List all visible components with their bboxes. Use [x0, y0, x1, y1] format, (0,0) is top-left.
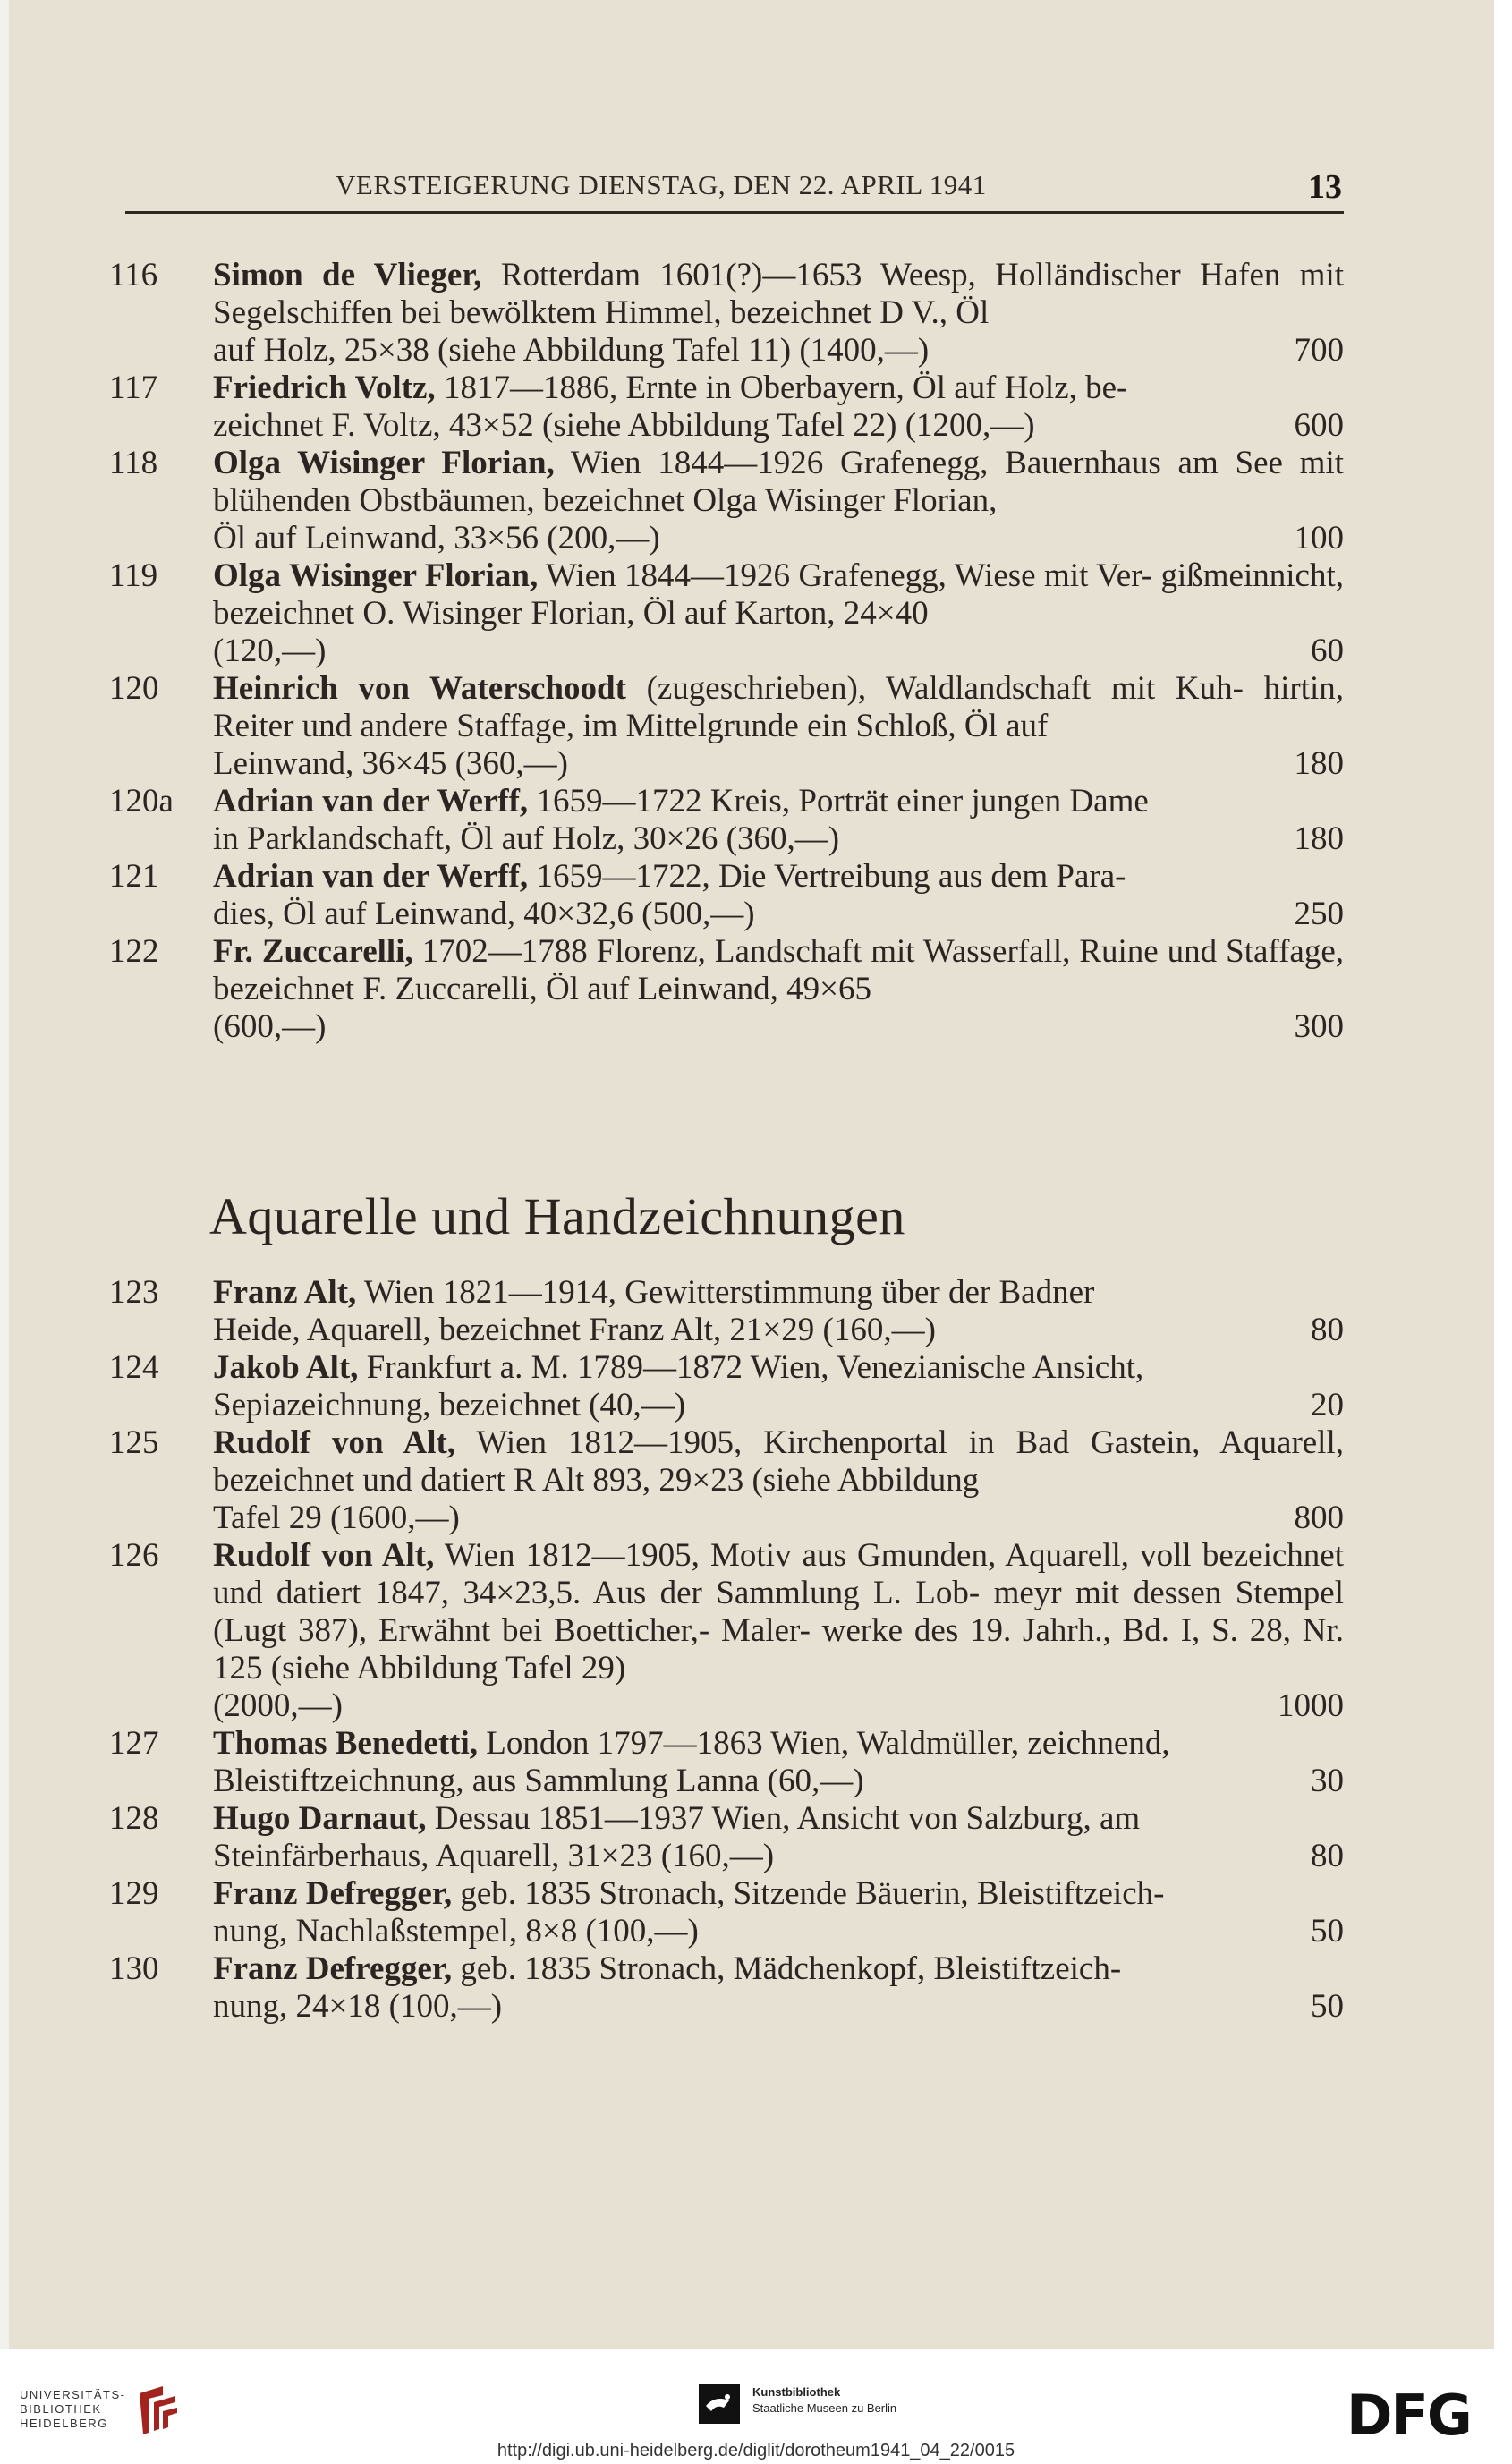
- description-text: zeichnet F. Voltz, 43×52 (siehe Abbildung Tafel 22) (1200,—): [213, 407, 1035, 444]
- lot-entry: [109, 783, 1344, 858]
- price-line: [213, 1913, 1344, 1950]
- heidelberg-emblem-icon: [136, 2384, 181, 2438]
- footer: [0, 2349, 1512, 2464]
- estimate-price: 250: [1294, 896, 1344, 932]
- artist-name: Adrian van der Werff,: [213, 783, 529, 820]
- price-line: [213, 1838, 1344, 1875]
- description-text: gißmeinnicht, bezeichnet O. Wisinger Florian, Öl auf Karton, 24×40: [213, 557, 1344, 632]
- description-text: Wien 1844—1926 Grafenegg, Wiese mit Ver-: [545, 557, 1153, 594]
- lot-entry: [109, 670, 1344, 783]
- description-text: 1702—1788 Florenz, Landschaft mit Wasserfall, Ruine: [421, 933, 1159, 970]
- estimate-price: 300: [1294, 1008, 1344, 1045]
- artist-name: Franz Defregger,: [213, 1875, 453, 1912]
- description-text: Wien 1821—1914, Gewitterstimmung über der Badner: [363, 1274, 1095, 1311]
- description-text: Leinwand, 36×45 (360,—): [213, 745, 568, 782]
- lot-description: [213, 1725, 1344, 1800]
- price-line: [213, 1008, 1344, 1046]
- description-text: nung, 24×18 (100,—): [213, 1988, 503, 2025]
- description-text: Rotterdam 1601(?)—1653 Weesp, Holländischer: [500, 257, 1181, 293]
- artist-name: Adrian van der Werff,: [213, 858, 529, 895]
- price-line: [213, 332, 1344, 370]
- lot-entry: [109, 557, 1344, 670]
- description-text: Dessau 1851—1937 Wien, Ansicht von Salzburg, am: [434, 1800, 1141, 1837]
- page-number: 13: [1308, 168, 1342, 206]
- kunstbibliothek-title: Kunstbibliothek: [752, 2385, 841, 2399]
- lot-description: [213, 783, 1344, 858]
- lot-description: [213, 1424, 1344, 1537]
- description-text: Wien 1844—1926 Grafenegg, Bauernhaus am: [570, 445, 1219, 481]
- lot-number: 130: [109, 1950, 159, 1987]
- running-head: [125, 166, 1342, 212]
- lot-entry: [109, 1800, 1344, 1875]
- artist-name: Franz Defregger,: [213, 1950, 453, 1987]
- lot-description: [213, 257, 1344, 370]
- lot-entry: [109, 1725, 1344, 1800]
- lot-description: [213, 858, 1344, 933]
- lot-description: [213, 1349, 1344, 1424]
- artist-name: Friedrich Voltz,: [213, 370, 436, 406]
- price-line: [213, 896, 1344, 933]
- estimate-price: 30: [1311, 1763, 1344, 1799]
- description-text: geb. 1835 Stronach, Mädchenkopf, Bleistiftzeich-: [460, 1950, 1122, 1987]
- lot-description: [213, 1537, 1344, 1725]
- page-edge: [0, 0, 9, 2349]
- estimate-price: 180: [1294, 820, 1344, 857]
- estimate-price: 600: [1294, 407, 1344, 444]
- running-title: VERSTEIGERUNG DIENSTAG, DEN 22. APRIL 1941: [336, 169, 987, 200]
- description-text: und Staffage, bezeichnet F. Zuccarelli, Öl auf Leinwand, 49×65: [213, 933, 1344, 1007]
- lot-number: 121: [109, 858, 159, 895]
- lot-number: 118: [109, 445, 158, 481]
- description-text: hirtin, Reiter und andere Staffage, im Mittelgrunde ein Schloß, Öl auf: [213, 670, 1345, 744]
- lot-entry: [109, 445, 1344, 557]
- source-url[interactable]: http://digi.ub.uni-heidelberg.de/diglit/dorotheum1941_04_22/0015: [497, 2441, 1015, 2460]
- description-text: London 1797—1863 Wien, Waldmüller, zeichnend,: [486, 1725, 1170, 1762]
- artist-name: Thomas Benedetti,: [213, 1725, 478, 1762]
- estimate-price: 100: [1294, 520, 1344, 557]
- lot-entry: [109, 1875, 1344, 1950]
- lot-description: [213, 1950, 1344, 2026]
- description-text: auf Holz, 25×38 (siehe Abbildung Tafel 11) (1400,—): [213, 332, 930, 369]
- lot-number: 119: [109, 557, 158, 594]
- description-text: werke des 19. Jahrh., Bd. I, S. 28, Nr. 125 (siehe Abbildung Tafel 29): [213, 1612, 1344, 1687]
- estimate-price: 1000: [1278, 1687, 1344, 1724]
- lot-entry: [109, 933, 1344, 1046]
- price-line: [213, 1763, 1344, 1800]
- artist-name: Heinrich von Waterschoodt: [213, 670, 626, 707]
- lot-list-drawings: [109, 1274, 1344, 2026]
- description-text: Wien 1812—1905, Kirchenportal in Bad Gastein,: [476, 1424, 1201, 1461]
- description-text: Öl auf Leinwand, 33×56 (200,—): [213, 520, 660, 557]
- description-text: Bleistiftzeichnung, aus Sammlung Lanna (60,—): [213, 1763, 864, 1799]
- lot-description: [213, 445, 1344, 557]
- description-text: Aquarell, bezeichnet und datiert R Alt 893, 29×23 (siehe Abbildung: [213, 1424, 1344, 1499]
- description-text: (600,—): [213, 1008, 327, 1045]
- lot-entry: [109, 1537, 1344, 1725]
- description-text: Hafen mit Segelschiffen bei bewölktem Himmel, bezeichnet D V., Öl: [213, 257, 1344, 331]
- artist-name: Hugo Darnaut,: [213, 1800, 427, 1837]
- lot-entry: [109, 1424, 1344, 1537]
- lot-number: 129: [109, 1875, 159, 1912]
- description-text: voll bezeichnet und datiert 1847, 34×23,5. Aus der Sammlung L. Lob-: [213, 1537, 1345, 1611]
- lot-entry: [109, 1950, 1344, 2026]
- price-line: [213, 745, 1344, 783]
- lot-description: [213, 1800, 1344, 1875]
- estimate-price: 80: [1311, 1838, 1344, 1874]
- section-heading: Aquarelle und Handzeichnungen: [209, 1187, 905, 1245]
- lot-description: [213, 557, 1344, 670]
- description-text: 1817—1886, Ernte in Oberbayern, Öl auf Holz, be-: [443, 370, 1128, 406]
- lot-number: 123: [109, 1274, 159, 1311]
- lot-entry: [109, 1349, 1344, 1424]
- price-line: [213, 1387, 1344, 1424]
- price-line: [213, 1988, 1344, 2026]
- estimate-price: 180: [1294, 745, 1344, 782]
- description-text: Wien 1812—1905, Motiv aus Gmunden, Aquarell,: [444, 1537, 1129, 1574]
- artist-name: Franz Alt,: [213, 1274, 357, 1311]
- lot-description: [213, 933, 1344, 1046]
- description-text: in Parklandschaft, Öl auf Holz, 30×26 (360,—): [213, 820, 840, 857]
- lot-description: [213, 670, 1344, 783]
- description-text: Sepiazeichnung, bezeichnet (40,—): [213, 1387, 686, 1423]
- price-line: [213, 1500, 1344, 1537]
- estimate-price: 700: [1294, 332, 1344, 369]
- lot-number: 126: [109, 1537, 159, 1574]
- artist-name: Simon de Vlieger,: [213, 257, 482, 293]
- description-text: Tafel 29 (1600,—): [213, 1500, 460, 1536]
- artist-name: Jakob Alt,: [213, 1349, 359, 1386]
- heidelberg-university-library-logo[interactable]: [20, 2384, 190, 2438]
- kunstbibliothek-eagle-icon: [693, 2381, 743, 2427]
- artist-name: Rudolf von Alt,: [213, 1537, 435, 1574]
- description-text: See mit blühenden Obstbäumen, bezeichnet Olga Wisinger Florian,: [213, 445, 1344, 519]
- description-text: geb. 1835 Stronach, Sitzende Bäuerin, Bleistiftzeich-: [460, 1875, 1165, 1912]
- lot-description: [213, 1875, 1344, 1950]
- header-rule: [125, 211, 1344, 214]
- catalog-page: [9, 0, 1494, 2349]
- lot-number: 128: [109, 1800, 159, 1837]
- estimate-price: 50: [1311, 1913, 1344, 1950]
- dfg-logo[interactable]: DFG: [1346, 2383, 1471, 2448]
- university-library-name: UNIVERSITÄTS- BIBLIOTHEK HEIDELBERG: [20, 2388, 126, 2430]
- artist-name: Rudolf von Alt,: [213, 1424, 456, 1461]
- price-line: [213, 633, 1344, 670]
- description-text: (120,—): [213, 633, 327, 669]
- estimate-price: 80: [1311, 1312, 1344, 1348]
- lot-entry: [109, 1274, 1344, 1349]
- kunstbibliothek-subtitle: Staatliche Museen zu Berlin: [752, 2401, 897, 2415]
- description-text: 1659—1722 Kreis, Porträt einer jungen Dame: [536, 783, 1149, 820]
- lot-list-paintings: [109, 257, 1344, 1046]
- estimate-price: 50: [1311, 1988, 1344, 2025]
- lot-number: 125: [109, 1424, 159, 1461]
- description-text: nung, Nachlaßstempel, 8×8 (100,—): [213, 1913, 699, 1950]
- price-line: [213, 520, 1344, 557]
- price-line: [213, 1687, 1344, 1725]
- lot-number: 127: [109, 1725, 159, 1762]
- lot-entry: [109, 257, 1344, 370]
- price-line: [213, 820, 1344, 858]
- estimate-price: 800: [1294, 1500, 1344, 1536]
- description-text: meyr mit dessen Stempel (Lugt 387), Erwähnt bei Boetticher,- Maler-: [213, 1575, 1344, 1649]
- lot-description: [213, 1274, 1344, 1349]
- lot-number: 116: [109, 257, 158, 293]
- lot-number: 124: [109, 1349, 159, 1386]
- lot-number: 120: [109, 670, 159, 707]
- lot-entry: [109, 858, 1344, 933]
- lot-number: 117: [109, 370, 158, 406]
- estimate-price: 60: [1311, 633, 1344, 669]
- description-text: (2000,—): [213, 1687, 343, 1724]
- lot-number: 120a: [109, 783, 174, 820]
- lot-description: [213, 370, 1344, 445]
- price-line: [213, 407, 1344, 445]
- artist-name: Olga Wisinger Florian,: [213, 557, 539, 594]
- kunstbibliothek-logo[interactable]: [693, 2381, 962, 2434]
- lot-number: 122: [109, 933, 159, 970]
- description-text: Frankfurt a. M. 1789—1872 Wien, Venezianische Ansicht,: [366, 1349, 1144, 1386]
- description-text: 1659—1722, Die Vertreibung aus dem Para-: [536, 858, 1126, 895]
- price-line: [213, 1312, 1344, 1349]
- description-text: Heide, Aquarell, bezeichnet Franz Alt, 21×29 (160,—): [213, 1312, 936, 1348]
- description-text: (zugeschrieben), Waldlandschaft mit Kuh-: [646, 670, 1244, 707]
- description-text: Steinfärberhaus, Aquarell, 31×23 (160,—): [213, 1838, 775, 1874]
- artist-name: Olga Wisinger Florian,: [213, 445, 555, 481]
- estimate-price: 20: [1311, 1387, 1344, 1423]
- lot-entry: [109, 370, 1344, 445]
- description-text: dies, Öl auf Leinwand, 40×32,6 (500,—): [213, 896, 755, 932]
- artist-name: Fr. Zuccarelli,: [213, 933, 413, 970]
